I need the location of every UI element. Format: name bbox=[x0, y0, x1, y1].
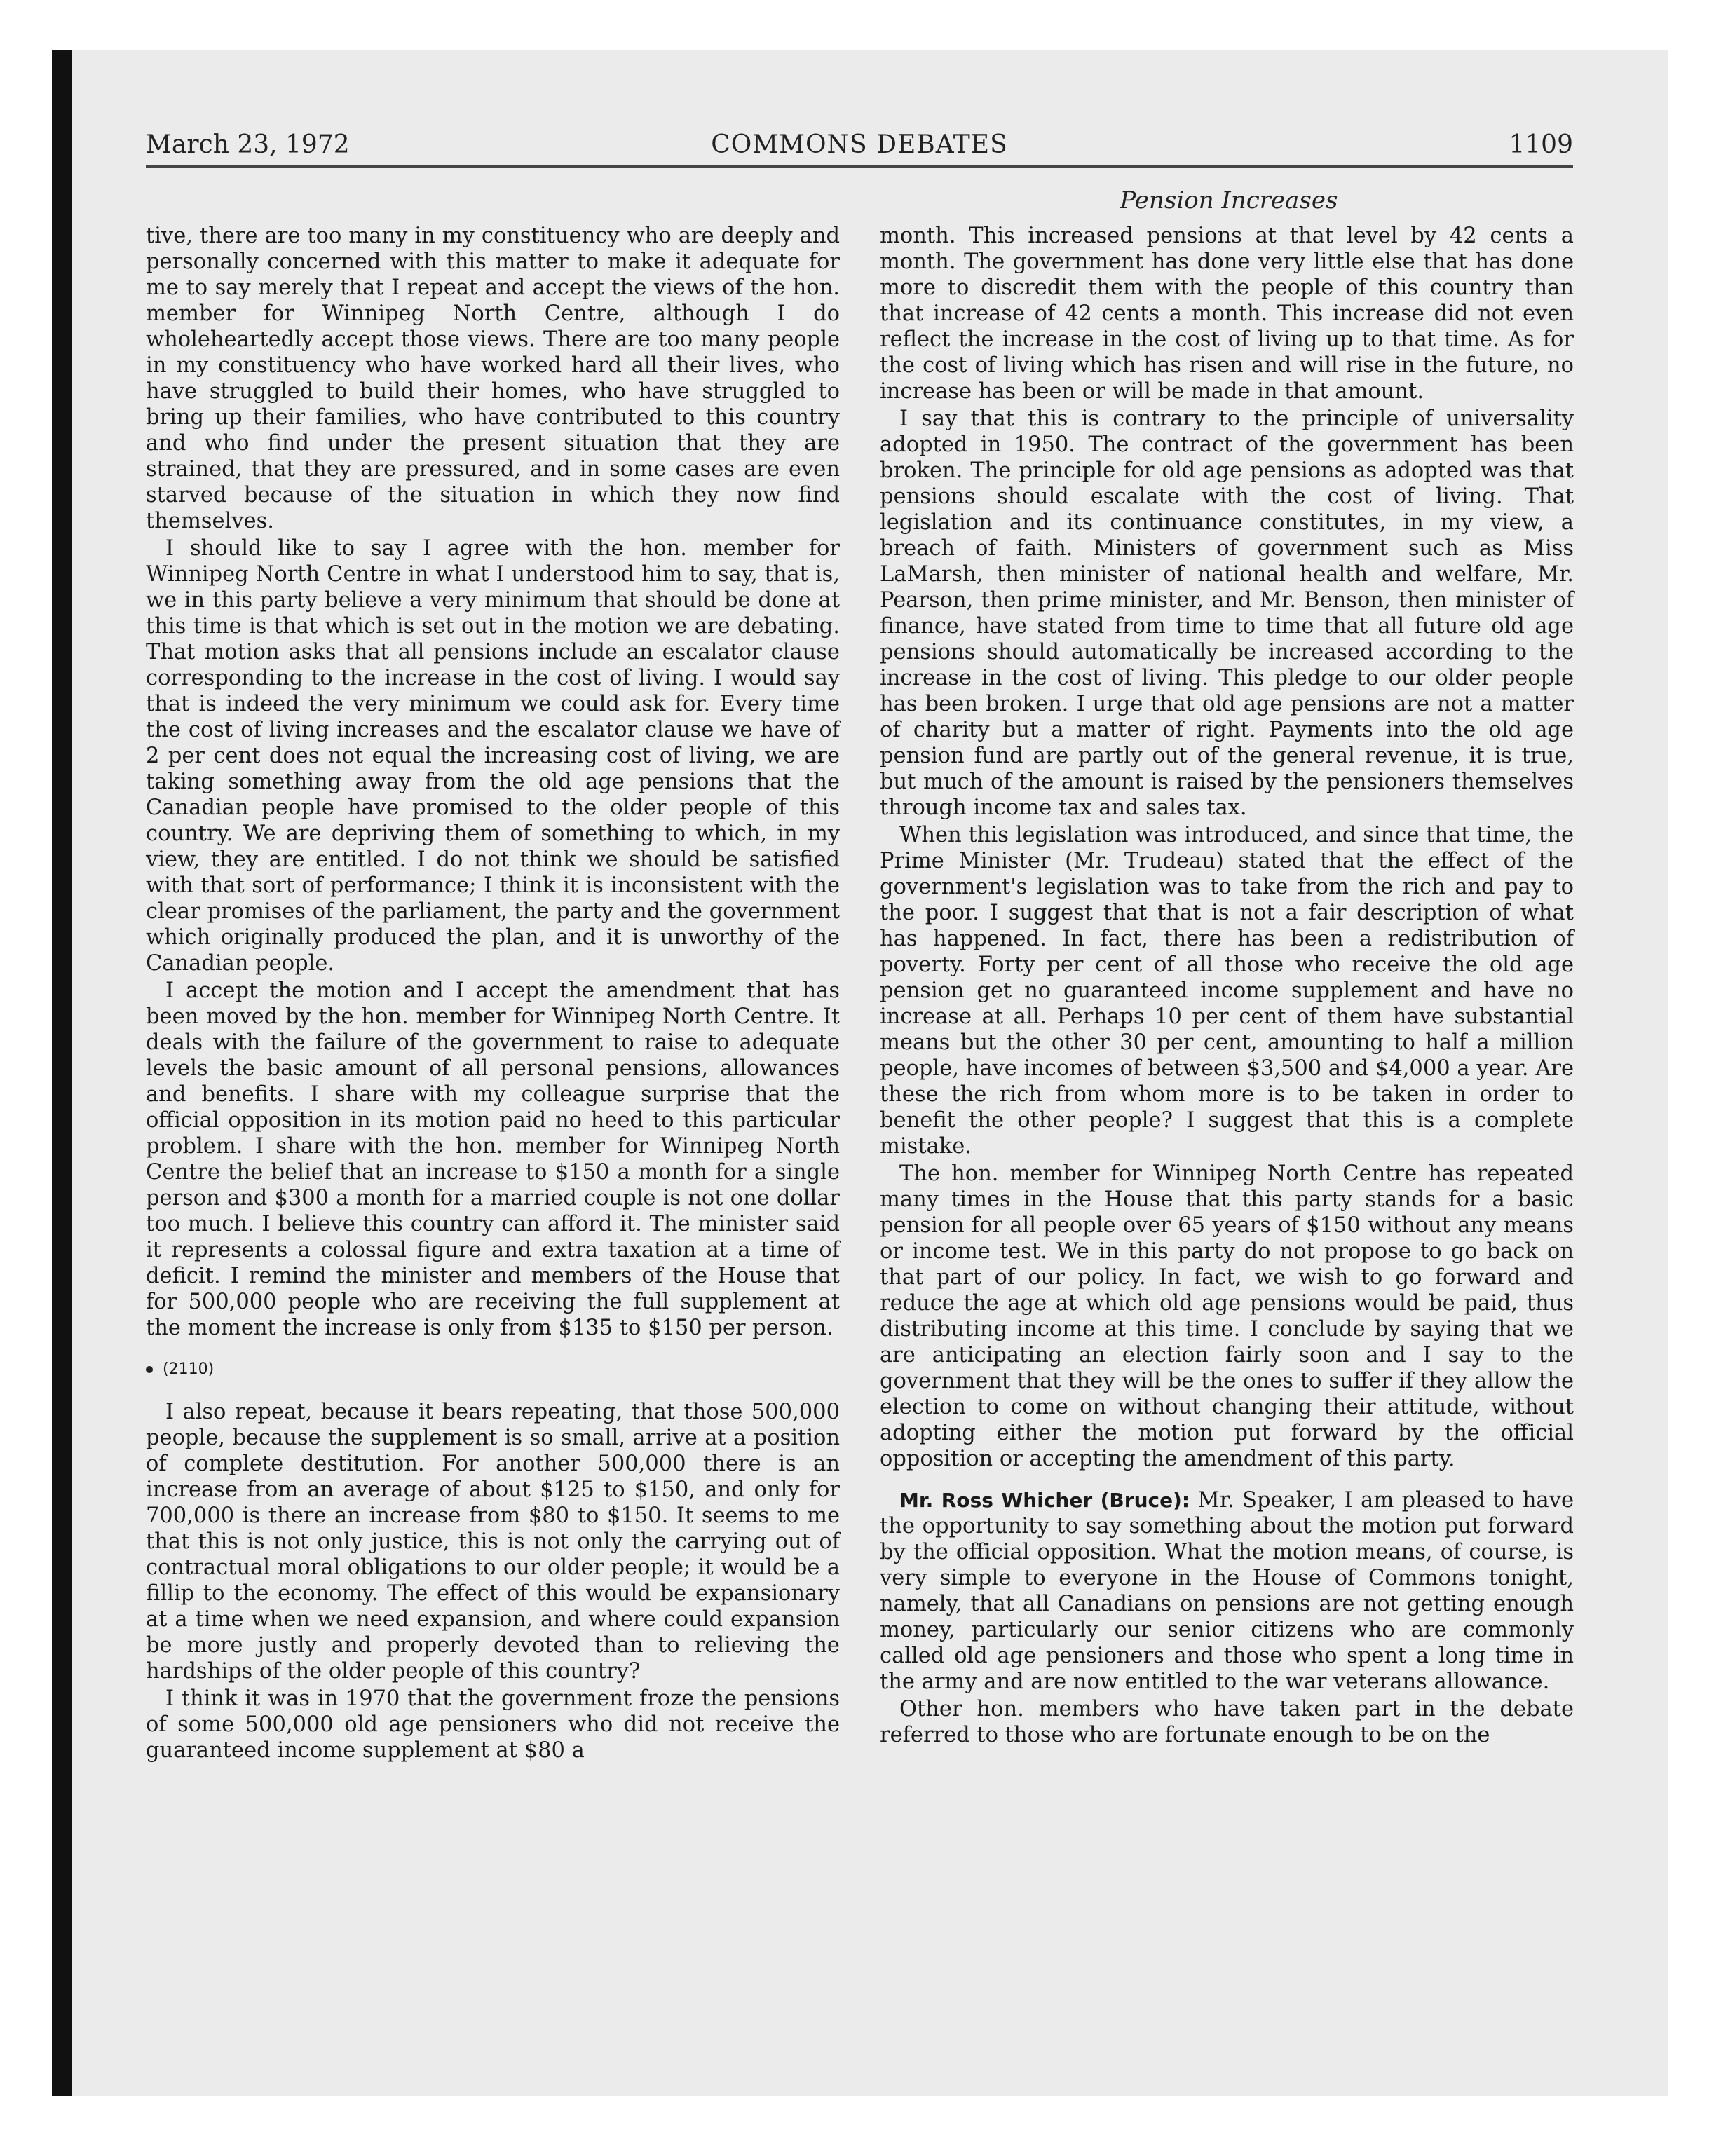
header-publication: COMMONS DEBATES bbox=[711, 130, 1008, 159]
speaker-name: Mr. Ross Whicher (Bruce): bbox=[899, 1489, 1190, 1512]
paragraph: When this legislation was introduced, and since that time, the Prime Minister (Mr. Trudeau) stated that the effect of the government's legislation was to take from the rich and pay to the poor. I suggest that that is not a fair description of what has happened. In fact, there has been a redistribution of poverty. Forty per cent of all those who receive the old age pension get no guaranteed income supplement and have no increase at all. Perhaps 10 per cent of them have substantial means but the other 30 per cent, amounting to half a million people, have incomes of between $3,500 and $4,000 a year. Are these the rich from whom more is to be taken in order to benefit the other people? I suggest that this is a complete mistake. bbox=[880, 823, 1574, 1159]
time-marker bbox=[146, 1356, 840, 1382]
page-number: 1109 bbox=[1509, 130, 1573, 159]
paragraph: I should like to say I agree with the hon. member for Winnipeg North Centre in what I understood him to say, that is, we in this party believe a very minimum that should be done at this time is that which is set out in the motion we are debating. That motion asks that all pensions include an escalator clause corresponding to the increase in the cost of living. I would say that is indeed the very minimum we could ask for. Every time the cost of living increases and the escalator clause we have of 2 per cent does not equal the increasing cost of living, we are taking something away from the old age pensions that the Canadian people have promised to the older people of this country. We are depriving them of something to which, in my view, they are entitled. I do not think we should be satisfied with that sort of performance; I think it is inconsistent with the clear promises of the parliament, the party and the government which originally produced the plan, and it is unworthy of the Canadian people. bbox=[146, 536, 840, 976]
page-header bbox=[146, 130, 1573, 168]
paragraph: month. This increased pensions at that level by 42 cents a month. The government has done very little else that has done more to discredit them with the people of this country than that increase of 42 cents a month. This increase did not even reflect the increase in the cost of living up to that time. As for the cost of living which has risen and will rise in the future, no increase has been or will be made in that amount. bbox=[880, 224, 1574, 404]
running-title: Pension Increases bbox=[1120, 186, 1338, 214]
paragraph: I accept the motion and I accept the amendment that has been moved by the hon. member for Winnipeg North Centre. It deals with the failure of the government to raise to adequate levels the basic amount of all personal pensions, allowances and benefits. I share with my colleague surprise that the official opposition in its motion paid no heed to this particular problem. I share with the hon. member for Winnipeg North Centre the belief that an increase to $150 a month for a single person and $300 a month for a married couple is not one dollar too much. I believe this country can afford it. The minister said it represents a colossal figure and extra taxation at a time of deficit. I remind the minister and members of the House that for 500,000 people who are receiving the full supplement at the moment the increase is only from $135 to $150 per person. bbox=[146, 978, 840, 1340]
scan-edge-shadow bbox=[52, 50, 72, 2096]
paragraph: I also repeat, because it bears repeating, that those 500,000 people, because the supplement is so small, arrive at a position of complete destitution. For another 500,000 there is an increase from an average of about $125 to $150, and only for 700,000 is there an increase from $80 to $150. It seems to me that this is not only justice, this is not only the carrying out of contractual moral obligations to our older people; it would be a fillip to the economy. The effect of this would be expansionary at a time when we need expansion, and where could expansion be more justly and properly devoted than to relieving the hardships of the older people of this country? bbox=[146, 1400, 840, 1684]
time-marker-text: (2110) bbox=[163, 1360, 215, 1378]
right-column bbox=[880, 223, 1574, 1749]
paragraph bbox=[880, 1487, 1574, 1695]
speech-text: Mr. Speaker, I am pleased to have the opportunity to say something about the motion put forward by the official opposition. What the motion means, of course, is very simple to everyone in the House of Commons tonight, namely, that all Canadians on pensions are not getting enough money, particularly our senior citizens who are commonly called old age pensioners and those who spent a long time in the army and are now entitled to the war veterans allowance. bbox=[880, 1488, 1574, 1694]
paragraph: tive, there are too many in my constituency who are deeply and personally concerned with this matter to make it adequate for me to say merely that I repeat and accept the views of the hon. member for Winnipeg North Centre, although I do wholeheartedly accept those views. There are too many people in my constituency who have worked hard all their lives, who have struggled to build their homes, who have struggled to bring up their families, who have contributed to this country and who find under the present situation that they are strained, that they are pressured, and in some cases are even starved because of the situation in which they now find themselves. bbox=[146, 224, 840, 533]
left-column bbox=[146, 223, 840, 1765]
paragraph: I think it was in 1970 that the government froze the pensions of some 500,000 old age pensioners who did not receive the guaranteed income supplement at $80 a bbox=[146, 1686, 840, 1763]
header-date: March 23, 1972 bbox=[146, 130, 350, 159]
paragraph: The hon. member for Winnipeg North Centre has repeated many times in the House that this party stands for a basic pension for all people over 65 years of $150 without any means or income test. We in this party do not propose to go back on that part of our policy. In fact, we wish to go forward and reduce the age at which old age pensions would be paid, thus distributing income at this time. I conclude by saying that we are anticipating an election fairly soon and I say to the government that they will be the ones to suffer if they allow the election to come on without changing their attitude, without adopting either the motion put forward by the official opposition or accepting the amendment of this party. bbox=[880, 1161, 1574, 1471]
bullet-icon bbox=[146, 1366, 153, 1373]
paragraph: I say that this is contrary to the principle of universality adopted in 1950. The contract of the government has been broken. The principle for old age pensions as adopted was that pensions should escalate with the cost of living. That legislation and its continuance constitutes, in my view, a breach of faith. Ministers of government such as Miss LaMarsh, then minister of national health and welfare, Mr. Pearson, then prime minister, and Mr. Benson, then minister of finance, have stated from time to time that all future old age pensions should automatically be increased according to the increase in the cost of living. This pledge to our older people has been broken. I urge that old age pensions are not a matter of charity but a matter of right. Payments into the old age pension fund are partly out of the general revenue, it is true, but much of the amount is raised by the pensioners themselves through income tax and sales tax. bbox=[880, 407, 1574, 820]
paragraph: Other hon. members who have taken part in the debate referred to those who are fortunate enough to be on the bbox=[880, 1697, 1574, 1747]
